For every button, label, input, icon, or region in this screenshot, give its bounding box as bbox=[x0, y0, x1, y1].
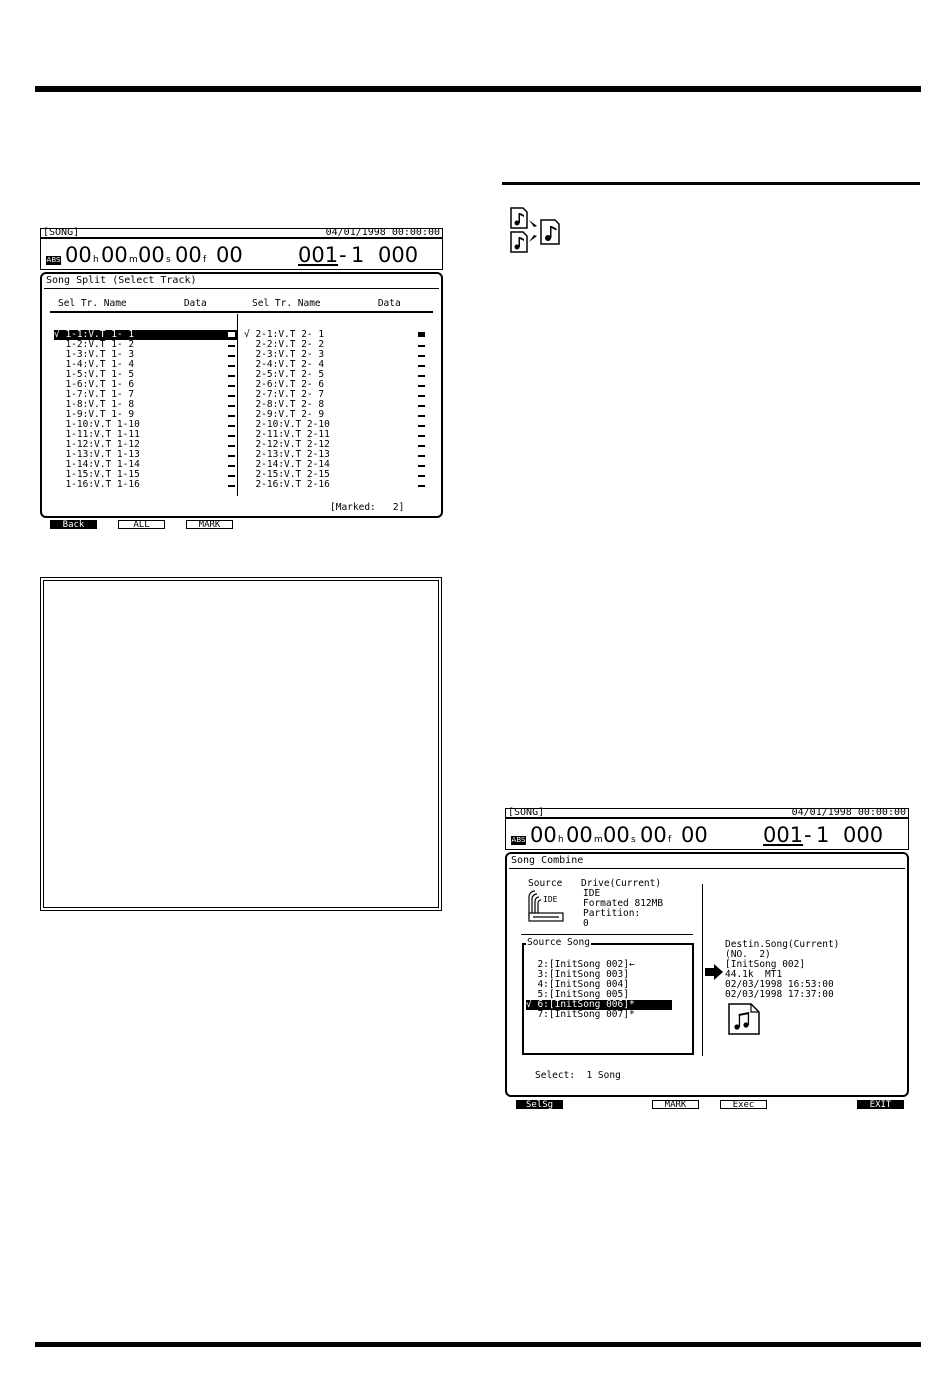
track-row[interactable]: 2-16:V.T 2-16 bbox=[244, 479, 330, 490]
function-keys bbox=[40, 520, 443, 530]
source-song-item[interactable]: √ 6:[InitSong 006]* bbox=[526, 1000, 672, 1010]
unit-s: s bbox=[166, 255, 171, 265]
data-empty-indicator bbox=[418, 455, 425, 457]
drive-icon-text: IDE bbox=[543, 895, 558, 904]
unit-m: m bbox=[129, 255, 138, 265]
source-song-item[interactable]: 3:[InitSong 003] bbox=[526, 969, 629, 980]
source-songs-box bbox=[522, 943, 694, 1055]
combine-panel bbox=[505, 852, 909, 1097]
data-empty-indicator bbox=[228, 425, 235, 427]
data-present-indicator bbox=[418, 332, 425, 337]
track-row[interactable]: 2-6:V.T 2- 6 bbox=[244, 379, 325, 390]
song-combine-icon bbox=[509, 206, 565, 256]
data-empty-indicator bbox=[228, 465, 235, 467]
data-empty-indicator bbox=[418, 415, 425, 417]
panel-title: Song Combine bbox=[511, 855, 584, 866]
track-row[interactable]: 2-14:V.T 2-14 bbox=[244, 459, 330, 470]
data-empty-indicator bbox=[418, 435, 425, 437]
time-frames: 00 bbox=[175, 243, 202, 267]
data-empty-indicator bbox=[228, 415, 235, 417]
bottom-rule bbox=[35, 1342, 921, 1347]
track-row[interactable]: 2-13:V.T 2-13 bbox=[244, 449, 330, 460]
unit-f: f bbox=[668, 835, 672, 845]
split-panel bbox=[40, 272, 443, 518]
track-row[interactable]: 2-9:V.T 2- 9 bbox=[244, 409, 325, 420]
partition-value: 0 bbox=[583, 918, 589, 929]
song-split-screen bbox=[40, 228, 443, 530]
column-headers-left: Sel Tr. Name Data bbox=[58, 298, 207, 309]
abs-badge: ABS bbox=[46, 256, 61, 264]
all-button[interactable]: ALL bbox=[118, 520, 165, 529]
data-empty-indicator bbox=[228, 385, 235, 387]
track-row[interactable]: 1-15:V.T 1-15 bbox=[54, 469, 140, 480]
track-row[interactable]: 1-14:V.T 1-14 bbox=[54, 459, 140, 470]
note-box bbox=[40, 577, 442, 911]
track-row[interactable]: 1-5:V.T 1- 5 bbox=[54, 369, 135, 380]
status-header bbox=[40, 228, 443, 238]
data-empty-indicator bbox=[228, 455, 235, 457]
data-empty-indicator bbox=[228, 355, 235, 357]
track-row[interactable]: 2-5:V.T 2- 5 bbox=[244, 369, 325, 380]
time-minutes: 00 bbox=[101, 243, 128, 267]
data-empty-indicator bbox=[228, 475, 235, 477]
data-empty-indicator bbox=[228, 405, 235, 407]
data-empty-indicator bbox=[418, 375, 425, 377]
track-row[interactable]: 1-2:V.T 1- 2 bbox=[54, 339, 135, 350]
drive-label: Drive(Current) bbox=[581, 878, 662, 889]
mark-button[interactable]: MARK bbox=[652, 1100, 699, 1109]
source-song-item[interactable]: 5:[InitSong 005] bbox=[526, 989, 629, 1000]
data-empty-indicator bbox=[228, 435, 235, 437]
track-row[interactable]: 2-4:V.T 2- 4 bbox=[244, 359, 325, 370]
time-subframes: 00 bbox=[681, 823, 708, 847]
exit-button[interactable]: EXIT bbox=[857, 1100, 904, 1109]
data-empty-indicator bbox=[418, 355, 425, 357]
time-display bbox=[40, 238, 443, 270]
select-song-button[interactable]: SelSg bbox=[516, 1100, 563, 1109]
data-empty-indicator bbox=[228, 375, 235, 377]
data-empty-indicator bbox=[228, 445, 235, 447]
mark-button[interactable]: MARK bbox=[186, 520, 233, 529]
dest-title: Destin.Song(Current) bbox=[725, 939, 840, 950]
time-display bbox=[505, 818, 909, 850]
time-frames: 00 bbox=[640, 823, 667, 847]
mode-label: [SONG] bbox=[508, 807, 545, 818]
data-empty-indicator bbox=[228, 365, 235, 367]
title-underline bbox=[509, 868, 905, 869]
source-label: Source bbox=[528, 878, 563, 889]
source-song-item[interactable]: 2:[InitSong 002]← bbox=[526, 959, 635, 970]
header-rule bbox=[50, 311, 433, 313]
data-empty-indicator bbox=[418, 405, 425, 407]
measure: 001 bbox=[763, 823, 804, 847]
date-time: 04/01/1998 00:00:00 bbox=[791, 807, 906, 818]
track-row[interactable]: 2-3:V.T 2- 3 bbox=[244, 349, 325, 360]
track-row[interactable]: 1-3:V.T 1- 3 bbox=[54, 349, 135, 360]
dest-name: [InitSong 002] bbox=[725, 959, 806, 970]
top-rule bbox=[35, 86, 921, 92]
source-rule bbox=[521, 934, 693, 935]
track-row[interactable]: 1-16:V.T 1-16 bbox=[54, 479, 140, 490]
time-hours: 00 bbox=[530, 823, 557, 847]
beat: 1 bbox=[351, 243, 365, 267]
unit-f: f bbox=[203, 255, 207, 265]
source-songs-label: Source Song bbox=[527, 937, 590, 948]
track-row[interactable]: 1-11:V.T 1-11 bbox=[54, 429, 140, 440]
arrow-right-icon bbox=[705, 964, 723, 980]
abs-badge: ABS bbox=[511, 836, 526, 844]
track-row[interactable]: √ 1-1:V.T 1- 1 bbox=[54, 330, 238, 340]
data-empty-indicator bbox=[228, 395, 235, 397]
data-empty-indicator bbox=[418, 365, 425, 367]
panel-title: Song Split (Select Track) bbox=[46, 275, 197, 286]
mode-label: [SONG] bbox=[43, 227, 80, 238]
data-empty-indicator bbox=[418, 445, 425, 447]
status-header bbox=[505, 808, 909, 818]
center-divider bbox=[702, 884, 703, 1056]
unit-h: h bbox=[93, 255, 99, 265]
function-keys bbox=[505, 1100, 909, 1110]
dest-format: 44.1k MT1 bbox=[725, 969, 783, 980]
track-row[interactable]: √ 2-1:V.T 2- 1 bbox=[244, 329, 325, 340]
title-underline bbox=[44, 288, 439, 289]
track-row[interactable]: 1-4:V.T 1- 4 bbox=[54, 359, 135, 370]
track-row[interactable]: 2-10:V.T 2-10 bbox=[244, 419, 330, 430]
section-rule bbox=[502, 182, 920, 185]
track-row[interactable]: 1-9:V.T 1- 9 bbox=[54, 409, 135, 420]
track-row[interactable]: 2-11:V.T 2-11 bbox=[244, 429, 330, 440]
time-seconds: 00 bbox=[603, 823, 630, 847]
data-empty-indicator bbox=[418, 385, 425, 387]
data-empty-indicator bbox=[228, 485, 235, 487]
track-row[interactable]: 1-8:V.T 1- 8 bbox=[54, 399, 135, 410]
data-empty-indicator bbox=[418, 485, 425, 487]
unit-h: h bbox=[558, 835, 564, 845]
track-row[interactable]: 2-2:V.T 2- 2 bbox=[244, 339, 325, 350]
track-row[interactable]: 2-12:V.T 2-12 bbox=[244, 439, 330, 450]
track-row[interactable]: 1-7:V.T 1- 7 bbox=[54, 389, 135, 400]
unit-m: m bbox=[594, 835, 603, 845]
data-empty-indicator bbox=[418, 475, 425, 477]
data-empty-indicator bbox=[418, 395, 425, 397]
tick: 000 bbox=[378, 243, 419, 267]
drive-type: IDE bbox=[583, 888, 601, 899]
dest-number: (NO. 2) bbox=[725, 949, 771, 960]
song-combine-screen bbox=[505, 808, 909, 1112]
time-hours: 00 bbox=[65, 243, 92, 267]
track-row[interactable]: 1-10:V.T 1-10 bbox=[54, 419, 140, 430]
drive-format: Formated 812MB bbox=[583, 898, 664, 909]
tick: 000 bbox=[843, 823, 884, 847]
dest-date-created: 02/03/1998 16:53:00 bbox=[725, 979, 834, 990]
date-time: 04/01/1998 00:00:00 bbox=[325, 227, 440, 238]
back-button[interactable]: Back bbox=[50, 520, 97, 529]
track-row[interactable]: 1-6:V.T 1- 6 bbox=[54, 379, 135, 390]
song-file-icon bbox=[727, 1002, 761, 1036]
column-headers-right: Sel Tr. Name Data bbox=[252, 298, 401, 309]
exec-button[interactable]: Exec bbox=[720, 1100, 767, 1109]
source-song-item[interactable]: 7:[InitSong 007]* bbox=[526, 1009, 635, 1020]
time-subframes: 00 bbox=[216, 243, 243, 267]
time-seconds: 00 bbox=[138, 243, 165, 267]
data-empty-indicator bbox=[418, 425, 425, 427]
data-empty-indicator bbox=[418, 465, 425, 467]
beat: 1 bbox=[816, 823, 830, 847]
marked-count: [Marked: 2] bbox=[330, 502, 405, 513]
unit-s: s bbox=[631, 835, 636, 845]
track-row[interactable]: 1-12:V.T 1-12 bbox=[54, 439, 140, 450]
select-count: Select: 1 Song bbox=[535, 1070, 621, 1081]
beat-separator: - bbox=[339, 243, 347, 267]
partition-label: Partition: bbox=[583, 908, 641, 919]
data-present-indicator bbox=[228, 332, 235, 337]
time-minutes: 00 bbox=[566, 823, 593, 847]
track-row[interactable]: 1-13:V.T 1-13 bbox=[54, 449, 140, 460]
track-row[interactable]: 2-15:V.T 2-15 bbox=[244, 469, 330, 480]
dest-date-modified: 02/03/1998 17:37:00 bbox=[725, 989, 834, 1000]
measure: 001 bbox=[298, 243, 339, 267]
column-divider bbox=[237, 314, 238, 496]
data-empty-indicator bbox=[228, 345, 235, 347]
track-row[interactable]: 2-7:V.T 2- 7 bbox=[244, 389, 325, 400]
track-row[interactable]: 2-8:V.T 2- 8 bbox=[244, 399, 325, 410]
beat-separator: - bbox=[804, 823, 812, 847]
data-empty-indicator bbox=[418, 345, 425, 347]
source-song-item[interactable]: 4:[InitSong 004] bbox=[526, 979, 629, 990]
